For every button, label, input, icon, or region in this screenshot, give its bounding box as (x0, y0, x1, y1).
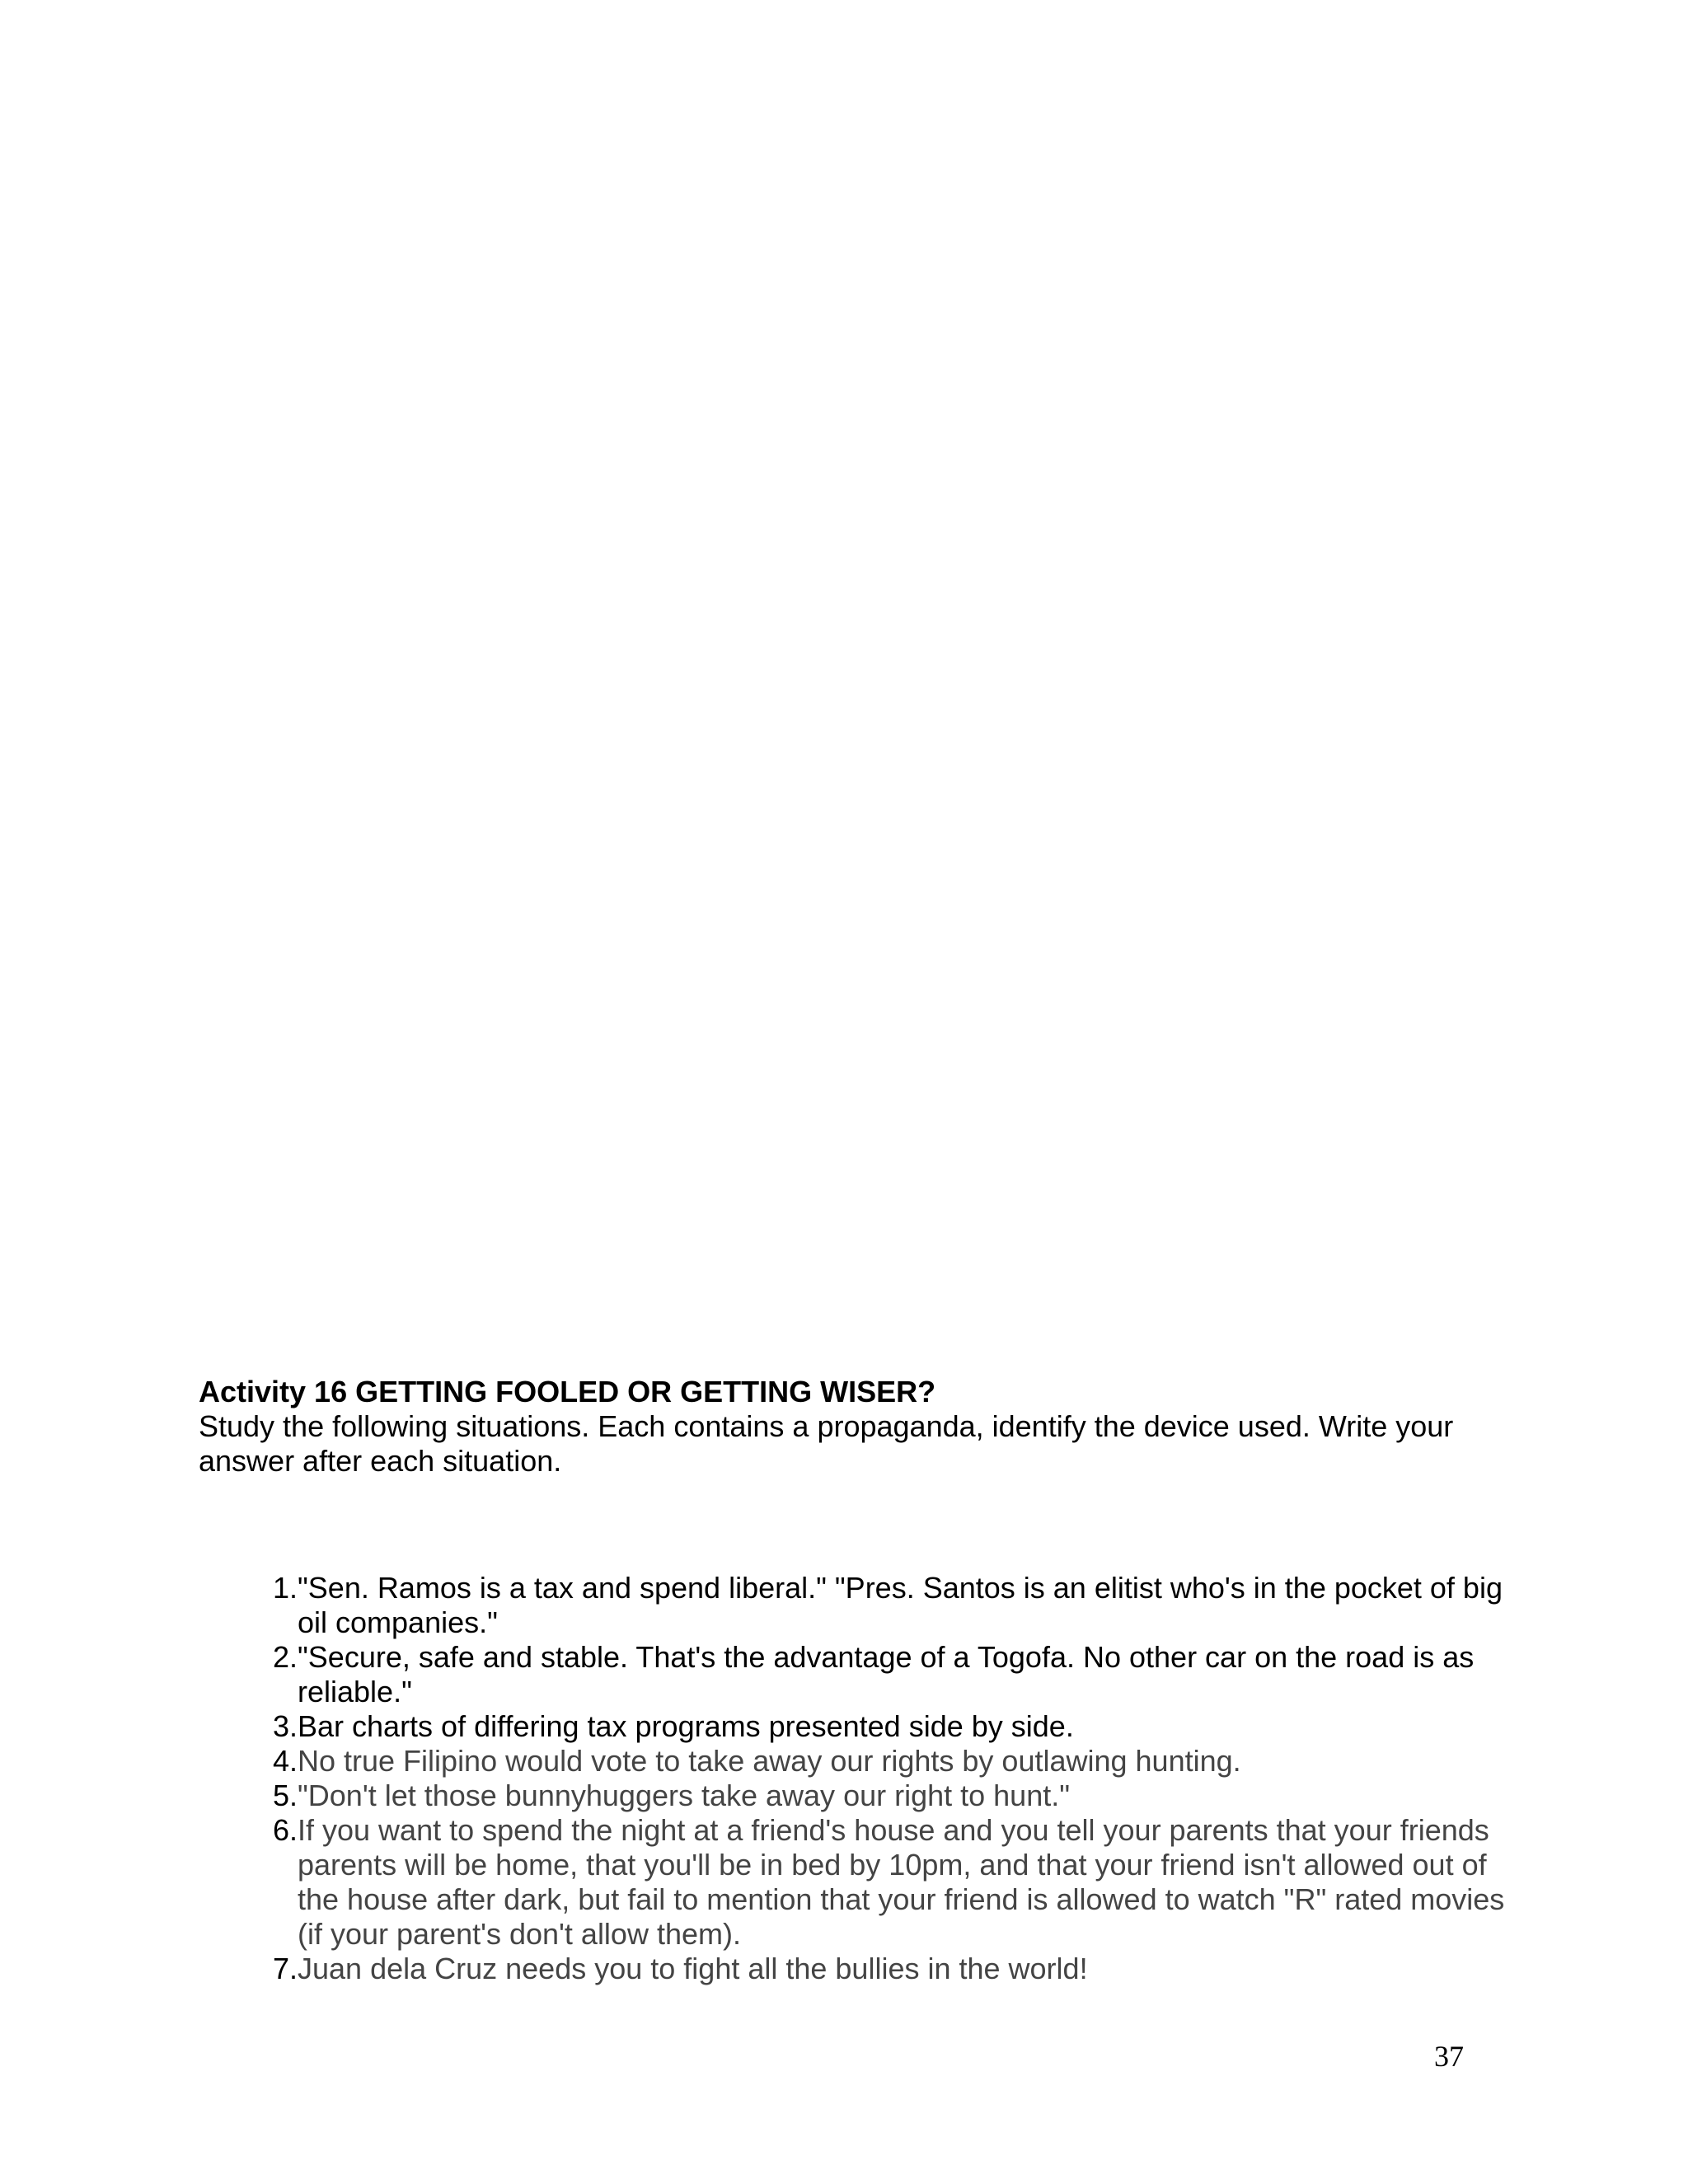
item-number: 3. (272, 1709, 298, 1743)
item-number: 2. (272, 1640, 298, 1674)
item-text: If you want to spend the night at a friend's house and you tell your parents that your friends parents will be home, that you'll be in bed by 10pm, and that your friend isn't allowed out of the house after dark, but fail to mention that your friend is allowed to watch "R" rated movies (if your parent's don't allow them). (298, 1813, 1505, 1951)
list-item (199, 1952, 1517, 1986)
item-text: "Secure, safe and stable. That's the advantage of a Togofa. No other car on the road is as reliable." (298, 1640, 1475, 1708)
item-text: Juan dela Cruz needs you to fight all the bullies in the world! (298, 1952, 1088, 1985)
list-item (199, 1709, 1517, 1744)
list-item (199, 1744, 1517, 1779)
item-text: "Sen. Ramos is a tax and spend liberal." "Pres. Santos is an elitist who's in the pocket of big oil companies." (298, 1571, 1503, 1639)
activity-title: Activity 16 GETTING FOOLED OR GETTING WISER? (199, 1375, 936, 1408)
item-text: No true Filipino would vote to take away our rights by outlawing hunting. (298, 1744, 1241, 1778)
list-item (199, 1813, 1517, 1952)
item-number: 6. (272, 1813, 298, 1847)
item-number: 5. (272, 1779, 298, 1812)
item-number: 7. (272, 1952, 298, 1985)
item-text: Bar charts of differing tax programs presented side by side. (298, 1709, 1074, 1743)
situation-list (199, 1571, 1517, 1986)
page-number: 37 (1434, 2040, 1464, 2073)
item-text: "Don't let those bunnyhuggers take away our right to hunt." (298, 1779, 1071, 1812)
list-item (199, 1640, 1517, 1709)
item-number: 4. (272, 1744, 298, 1778)
item-number: 1. (272, 1571, 298, 1605)
activity-section (199, 1375, 1517, 1985)
list-item (199, 1779, 1517, 1813)
activity-instructions: Study the following situations. Each contains a propaganda, identify the device used. Write your answer after each situation. (199, 1409, 1454, 1478)
list-item (199, 1571, 1517, 1640)
